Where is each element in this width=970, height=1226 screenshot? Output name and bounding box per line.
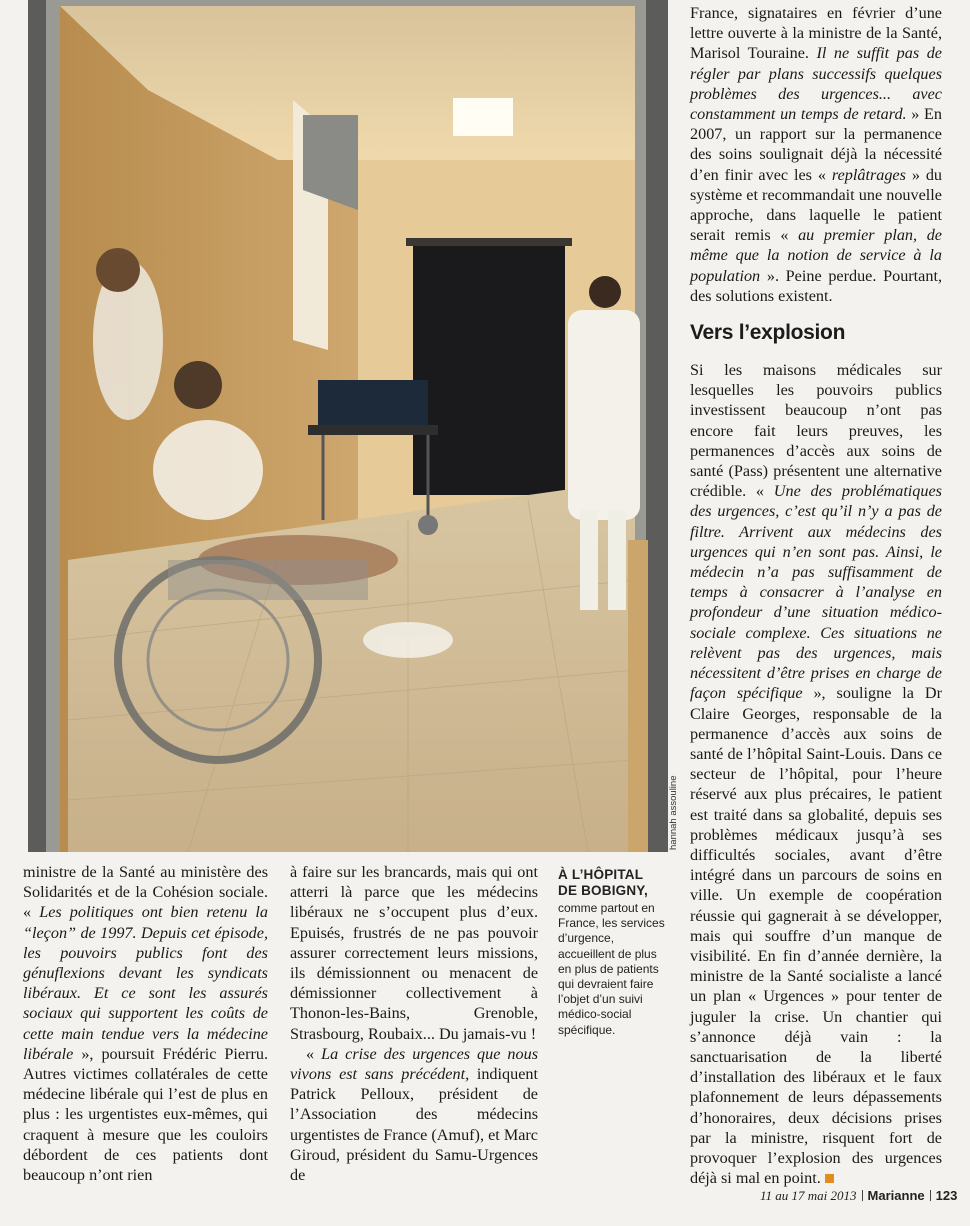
text-run: ». Peine perdue. Pourtant, des solutions existent.: [690, 266, 942, 305]
article-column-left: [23, 862, 268, 1185]
text-run: », souligne la Dr Claire Georges, responsable de la permanence d’accès aux soins de santé de l’hôpital Saint-Louis. Dans ce secteur de l’hôpital, pour l’heure réservé aux plus précaires, le patient est traité dans sa globalité, depuis ses problèmes médicaux jusqu’à ses difficultés sociales, avant d’être intégré dans un parcours de soins en ville. Un exemple de coopération réussie qui gagnerait à se développer, mais qui souffre d’un manque de visibilité. En fin d’année dernière, la ministre de la Santé socialiste a lancé un plan « Urgences » pour tenter de juguler la crise. Un chantier qui s’annonce déjà vain : la sanctuarisation de la liberté d’installation des libéraux et le faux plafonnement de leurs dépassements d’honoraires, deux décisions prises par la ministre, risquent fort de provoquer l’explosion des urgences déjà si mal en point.: [690, 684, 943, 1188]
paragraph: [290, 1044, 538, 1185]
section-heading: Vers l’explosion: [690, 321, 846, 345]
quote-italic: Une des problématiques des urgences, c’est qu’il n’y a pas de filtre. Arrivent aux médecins des urgences qui n’en sont pas. Ainsi, le médecin n’a pas suffisamment de temps à consacrer à l’analyse en profondeur d’une situation médico-sociale complexe. Ces situations ne relèvent pas des urgences, mais nécessitent d’être prises en charge de façon spécifique: [690, 482, 942, 703]
photo-caption: [558, 867, 670, 1038]
caption-title-line: DE BOBIGNY,: [558, 883, 648, 898]
text-run: «: [306, 1044, 322, 1063]
text-run: ministre de la Santé au ministère des Solidarités et de la Cohésion sociale. «: [23, 863, 268, 922]
text-run: » En 2007, un rapport sur la permanence des soins soulignait déjà la nécessité d’en finir avec les «: [690, 105, 943, 184]
quote-italic: Les politiques ont bien retenu la “leçon” de 1997. Depuis cet épisode, les pouvoirs publics font des génuflexions devant les syndicats libéraux. Et ce sont les assurés sociaux qui supportent les coûts de cette main tendue vers la médecine libérale: [23, 903, 268, 1063]
text-run: », poursuit Frédéric Pierru. Autres victimes collatérales de cette médecine libérale qui l’est de plus en plus : les urgentistes eux-mêmes, qui craquent à mesure que les couloirs débordent de ces patients dont beaucoup n’ont rien: [23, 1044, 268, 1185]
magazine-name: Marianne: [867, 1188, 925, 1203]
paragraph: à faire sur les brancards, mais qui ont atterri là parce que les médecins libéraux ne s’occupent plus d’eux. Epuisés, frustrés de ne pas pouvoir assurer correctement leurs missions, ils démissionnent ou menacent de démissionner collectivement à Thonon-les-Bains, Grenoble, Strasbourg, Roubaix... Du jamais-vu !: [290, 863, 538, 1043]
paragraph: [690, 360, 942, 1188]
photo-illustration: [28, 0, 668, 852]
quote-italic: replâtrages: [831, 165, 906, 184]
page-footer: [760, 1188, 958, 1204]
paragraph: [690, 3, 942, 306]
footer-divider: [930, 1190, 931, 1201]
photo-credit: hannah assouline: [668, 775, 679, 850]
text-run: indiquent Patrick Pelloux, président de l’Association des médecins urgentistes de France (Amuf), et Marc Giroud, président du Samu-Urgences de: [290, 1065, 538, 1185]
article-end-mark: [825, 1174, 834, 1183]
quote-italic: La crise des urgences que nous vivons est sans précédent,: [290, 1044, 538, 1084]
hospital-corridor-photo: [28, 0, 668, 852]
text-run: Si les maisons médicales sur lesquelles les pouvoirs publics investissent beaucoup n’ont pas encore fait leurs preuves, les permanences d’accès aux soins de santé (Pass) présentent une alternative crédible. «: [690, 361, 942, 501]
footer-divider: [862, 1190, 863, 1201]
caption-title: [558, 867, 670, 899]
caption-title-line: À L’HÔPITAL: [558, 867, 644, 882]
quote-italic: Il ne suffit pas de régler par plans successifs quelques problèmes des urgences... avec constamment un temps de retard.: [690, 44, 942, 124]
text-run: France, signataires en février d’une lettre ouverte à la ministre de la Santé, Marisol Touraine.: [690, 4, 942, 63]
quote-italic: au premier plan, de même que la notion de service à la population: [690, 226, 942, 285]
paragraph: [23, 862, 268, 1185]
caption-text: comme partout en France, les services d’urgence, accueillent de plus en plus de patients qui devraient faire l’objet d’un suivi médico-social spécifique.: [558, 901, 665, 1037]
article-column-middle: [290, 862, 538, 1185]
page-number: 123: [935, 1188, 958, 1203]
text-run: » du système et recommandait une nouvelle approche, dans laquelle le patient serait remis «: [690, 165, 943, 245]
article-column-right: [690, 3, 942, 1188]
issue-date: 11 au 17 mai 2013: [760, 1188, 857, 1203]
